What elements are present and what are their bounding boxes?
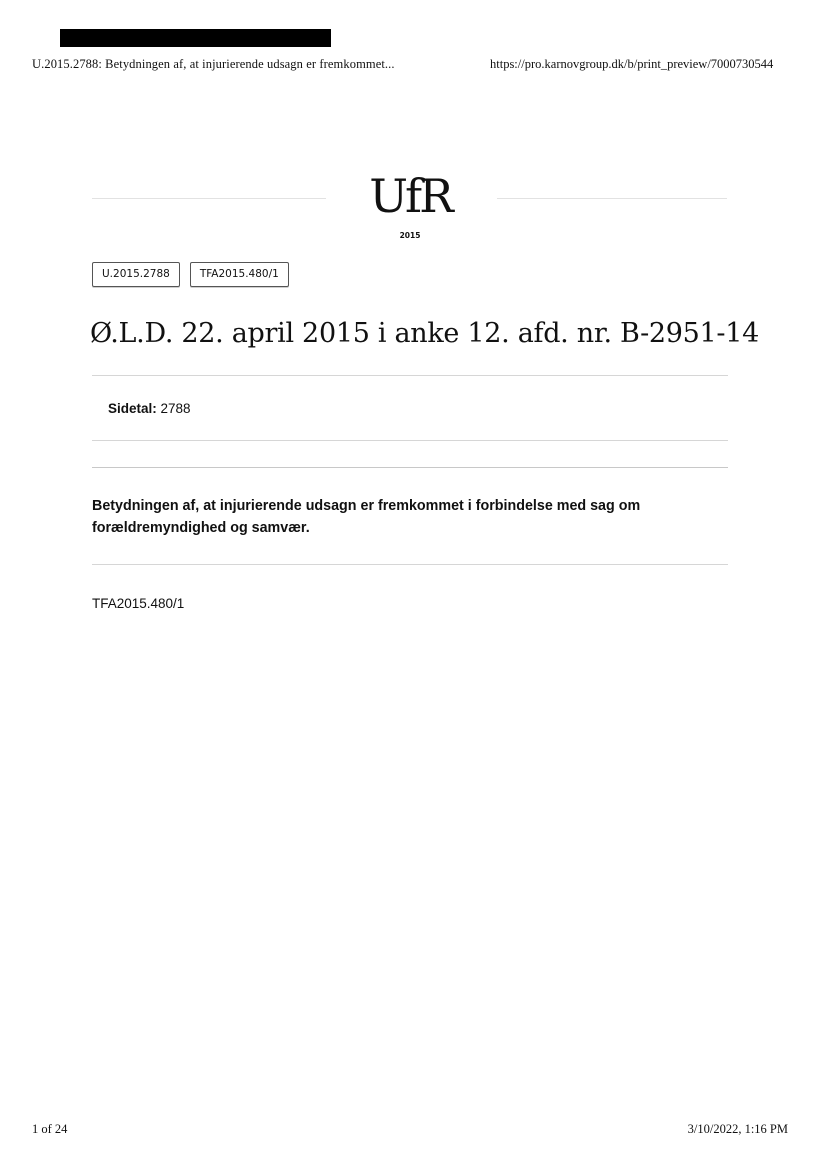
footer-timestamp: 3/10/2022, 1:16 PM bbox=[687, 1122, 788, 1136]
page-number-value: 2788 bbox=[160, 401, 191, 416]
logo-year: 2015 bbox=[399, 231, 421, 240]
logo-divider-left bbox=[92, 198, 326, 199]
tfa-reference-text: TFA2015.480/1 bbox=[92, 596, 185, 611]
logo-divider-right bbox=[497, 198, 727, 199]
redaction-bar bbox=[60, 29, 331, 47]
case-summary: Betydningen af, at injurierende udsagn er fremkommet i forbindelse med sag om forældremyndighed og samvær. bbox=[92, 498, 641, 536]
case-title: Ø.L.D. 22. april 2015 i anke 12. afd. nr. B-2951-14 bbox=[90, 318, 759, 349]
divider bbox=[92, 564, 728, 565]
page-number-label: Sidetal: bbox=[108, 401, 157, 416]
divider bbox=[92, 375, 728, 376]
footer-page-count: 1 of 24 bbox=[32, 1122, 68, 1136]
tag-tfa-reference[interactable]: TFA2015.480/1 bbox=[190, 262, 289, 287]
print-header-url[interactable]: https://pro.karnovgroup.dk/b/print_preview/7000730544 bbox=[490, 57, 774, 71]
page-number-field bbox=[108, 401, 191, 416]
print-header-title: U.2015.2788: Betydningen af, at injurierende udsagn er fremkommet... bbox=[32, 57, 395, 71]
reference-tags bbox=[92, 262, 289, 287]
divider bbox=[92, 467, 728, 468]
tag-ufr-reference[interactable]: U.2015.2788 bbox=[92, 262, 180, 287]
divider bbox=[92, 440, 728, 441]
ufr-logo: UfR bbox=[369, 169, 451, 223]
